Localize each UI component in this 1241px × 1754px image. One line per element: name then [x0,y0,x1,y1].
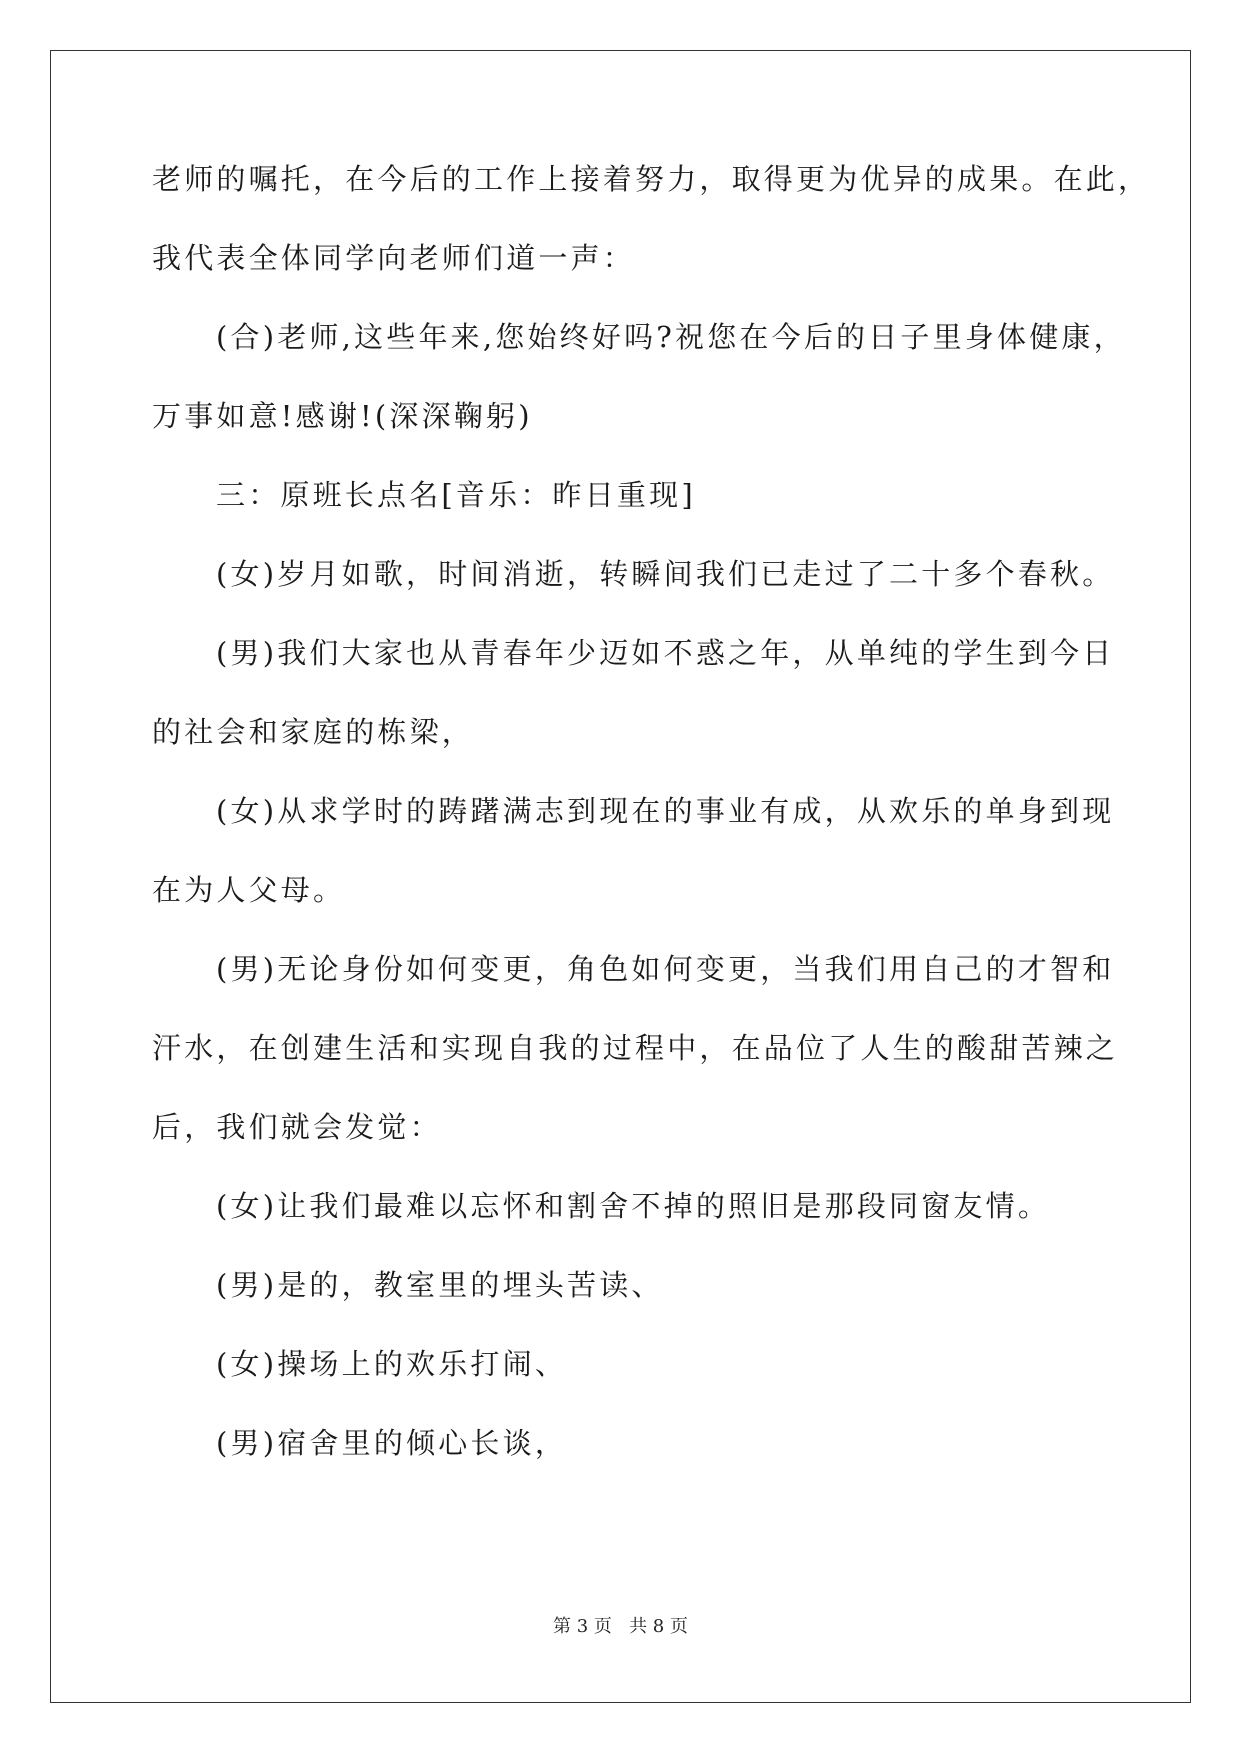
section-heading: 三：原班长点名[音乐：昨日重现] [216,478,696,512]
text-line: (男)我们大家也从青春年少迈如不惑之年，从单纯的学生到今日 [216,636,1115,670]
text-line: (男)无论身份如何变更，角色如何变更，当我们用自己的才智和 [216,952,1115,986]
document-body [152,160,1151,1503]
text-line: (女)从求学时的踌躇满志到现在的事业有成，从欢乐的单身到现 [216,794,1115,828]
text-line: 汗水，在创建生活和实现自我的过程中，在品位了人生的酸甜苦辣之 [152,1031,1119,1065]
text-line: 我代表全体同学向老师们道一声： [152,241,636,275]
text-line: (女)让我们最难以忘怀和割舍不掉的照旧是那段同窗友情。 [216,1189,1051,1223]
text-line: 万事如意!感谢!(深深鞠躬) [152,399,533,433]
page-number: 第 3 页 共 8 页 [553,1616,688,1637]
text-line: 在为人父母。 [152,873,346,907]
text-line: 的社会和家庭的栋梁， [152,715,475,749]
text-line: (合)老师,这些年来,您始终好吗?祝您在今后的日子里身体健康， [216,320,1126,354]
text-line: 老师的嘱托，在今后的工作上接着努力，取得更为优异的成果。在此， [152,162,1151,196]
text-line: (男)是的，教室里的埋头苦读、 [216,1268,664,1302]
text-line: (女)操场上的欢乐打闹、 [216,1347,568,1381]
text-line: 后，我们就会发觉： [152,1110,442,1144]
text-line: (男)宿舍里的倾心长谈， [216,1426,568,1460]
text-line: (女)岁月如歌，时间消逝，转瞬间我们已走过了二十多个春秋。 [216,557,1115,591]
